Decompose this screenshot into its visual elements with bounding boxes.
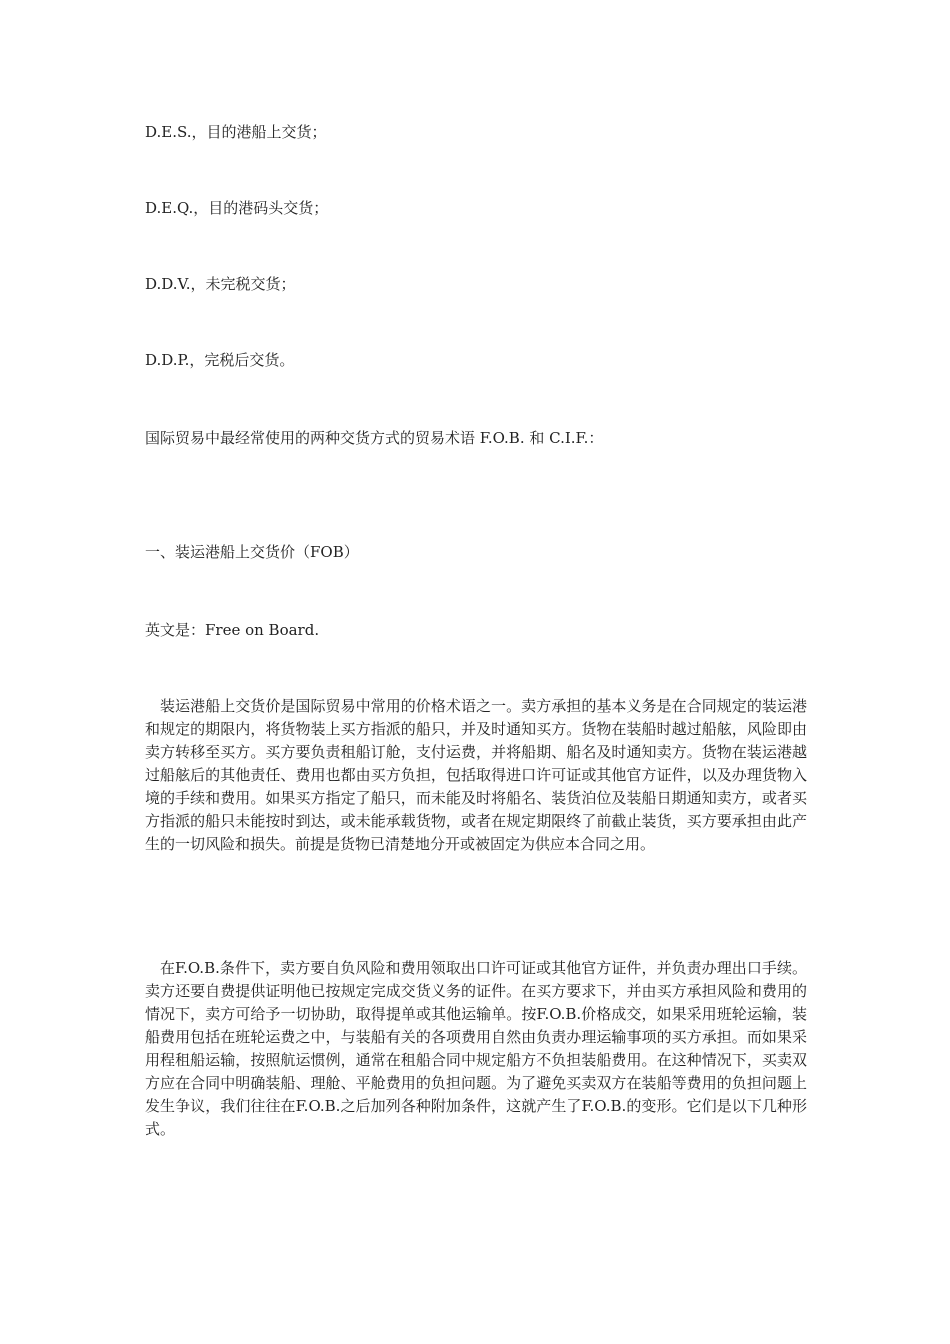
term-deq: D.E.Q.，目的港码头交货； bbox=[145, 199, 329, 217]
paragraph-fob-definition: 装运港船上交货价是国际贸易中常用的价格术语之一。卖方承担的基本义务是在合同规定的装运港和规定的期限内，将货物装上买方指派的船只，并及时通知买方。货物在装船时越过船舷，风险即由卖方转移至买方。买方要负责租船订舱，支付运费，并将船期、船名及时通知卖方。货物在装运港越过船舷后的其他责任、费用也都由买方负担，包括取得进口许可证或其他官方证件，以及办理货物入境的手续和费用。如果买方指定了船只，而未能及时将船名、装货泊位及装船日期通知卖方，或者买方指派的船只未能按时到达，或未能承载货物，或者在规定期限终了前截止装货，买方要承担由此产生的一切风险和损失。前提是货物已清楚地分开或被固定为供应本合同之用。 bbox=[145, 697, 807, 853]
intro-line: 国际贸易中最经常使用的两种交货方式的贸易术语 F.O.B. 和 C.I.F.： bbox=[145, 429, 604, 447]
english-name: 英文是：Free on Board. bbox=[145, 621, 320, 639]
term-des: D.E.S.，目的港船上交货； bbox=[145, 123, 327, 141]
section-heading: 一、装运港船上交货价（FOB） bbox=[145, 543, 359, 561]
paragraph-fob-conditions: 在F.O.B.条件下，卖方要自负风险和费用领取出口许可证或其他官方证件，并负责办理出口手续。卖方还要自费提供证明他已按规定完成交货义务的证件。在买方要求下，并由买方承担风险和费用的情况下，卖方可给予一切协助，取得提单或其他运输单。按F.O.B.价格成交，如果采用班轮运输，装船费用包括在班轮运费之中，与装船有关的各项费用自然由负责办理运输事项的买方承担。而如果采用程租船运输，按照航运惯例，通常在租船合同中规定船方不负担装船费用。在这种情况下，买卖双方应在合同中明确装船、理舱、平舱费用的负担问题。为了避免买卖双方在装船等费用的负担问题上发生争议，我们往往在F.O.B.之后加列各种附加条件，这就产生了F.O.B.的变形。它们是以下几种形式。 bbox=[145, 959, 807, 1138]
term-ddv: D.D.V.，未完税交货； bbox=[145, 275, 296, 293]
term-ddp: D.D.P.，完税后交货。 bbox=[145, 351, 295, 369]
